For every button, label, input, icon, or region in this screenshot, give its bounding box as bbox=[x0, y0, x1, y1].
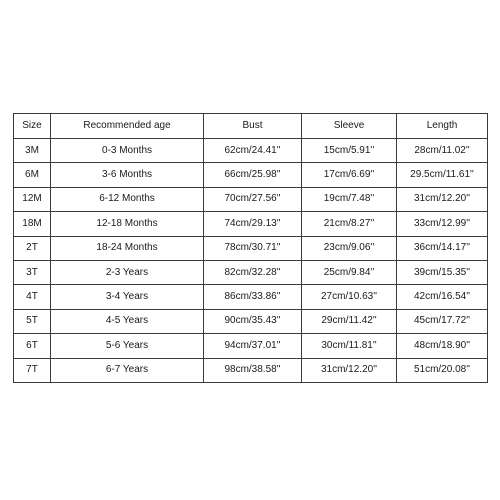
cell-size: 3T bbox=[14, 260, 51, 284]
table-row bbox=[14, 358, 488, 382]
header-recommended-age: Recommended age bbox=[51, 114, 204, 139]
table-row bbox=[14, 236, 488, 260]
cell-length: 45cm/17.72'' bbox=[397, 309, 488, 333]
cell-age: 0-3 Months bbox=[51, 139, 204, 163]
cell-bust: 70cm/27.56'' bbox=[204, 187, 302, 211]
cell-sleeve: 21cm/8.27'' bbox=[302, 212, 397, 236]
cell-length: 48cm/18.90'' bbox=[397, 334, 488, 358]
table-header-row bbox=[14, 114, 488, 139]
cell-bust: 74cm/29.13'' bbox=[204, 212, 302, 236]
header-length: Length bbox=[397, 114, 488, 139]
cell-age: 6-7 Years bbox=[51, 358, 204, 382]
cell-bust: 66cm/25.98'' bbox=[204, 163, 302, 187]
table-row bbox=[14, 212, 488, 236]
cell-length: 29.5cm/11.61'' bbox=[397, 163, 488, 187]
cell-bust: 78cm/30.71'' bbox=[204, 236, 302, 260]
cell-bust: 82cm/32.28'' bbox=[204, 260, 302, 284]
size-chart bbox=[13, 113, 487, 383]
table-row bbox=[14, 285, 488, 309]
header-bust: Bust bbox=[204, 114, 302, 139]
cell-bust: 90cm/35.43'' bbox=[204, 309, 302, 333]
cell-sleeve: 31cm/12.20'' bbox=[302, 358, 397, 382]
cell-age: 6-12 Months bbox=[51, 187, 204, 211]
table-row bbox=[14, 334, 488, 358]
cell-age: 5-6 Years bbox=[51, 334, 204, 358]
cell-size: 4T bbox=[14, 285, 51, 309]
table-row bbox=[14, 139, 488, 163]
cell-sleeve: 29cm/11.42'' bbox=[302, 309, 397, 333]
cell-age: 4-5 Years bbox=[51, 309, 204, 333]
header-size: Size bbox=[14, 114, 51, 139]
cell-age: 12-18 Months bbox=[51, 212, 204, 236]
cell-size: 7T bbox=[14, 358, 51, 382]
cell-size: 18M bbox=[14, 212, 51, 236]
table-row bbox=[14, 309, 488, 333]
cell-sleeve: 17cm/6.69'' bbox=[302, 163, 397, 187]
cell-sleeve: 25cm/9.84'' bbox=[302, 260, 397, 284]
cell-sleeve: 30cm/11.81'' bbox=[302, 334, 397, 358]
cell-length: 51cm/20.08'' bbox=[397, 358, 488, 382]
cell-length: 33cm/12.99'' bbox=[397, 212, 488, 236]
cell-size: 5T bbox=[14, 309, 51, 333]
table-row bbox=[14, 163, 488, 187]
cell-length: 28cm/11.02'' bbox=[397, 139, 488, 163]
cell-bust: 98cm/38.58'' bbox=[204, 358, 302, 382]
cell-sleeve: 27cm/10.63'' bbox=[302, 285, 397, 309]
cell-bust: 94cm/37.01'' bbox=[204, 334, 302, 358]
cell-size: 12M bbox=[14, 187, 51, 211]
cell-size: 6T bbox=[14, 334, 51, 358]
cell-size: 6M bbox=[14, 163, 51, 187]
cell-size: 2T bbox=[14, 236, 51, 260]
cell-sleeve: 23cm/9.06'' bbox=[302, 236, 397, 260]
cell-age: 3-4 Years bbox=[51, 285, 204, 309]
cell-bust: 62cm/24.41'' bbox=[204, 139, 302, 163]
cell-length: 39cm/15.35'' bbox=[397, 260, 488, 284]
table-row bbox=[14, 260, 488, 284]
cell-size: 3M bbox=[14, 139, 51, 163]
cell-age: 18-24 Months bbox=[51, 236, 204, 260]
header-sleeve: Sleeve bbox=[302, 114, 397, 139]
cell-length: 31cm/12.20'' bbox=[397, 187, 488, 211]
cell-age: 2-3 Years bbox=[51, 260, 204, 284]
size-chart-table bbox=[13, 113, 488, 383]
cell-sleeve: 19cm/7.48'' bbox=[302, 187, 397, 211]
cell-age: 3-6 Months bbox=[51, 163, 204, 187]
cell-bust: 86cm/33.86'' bbox=[204, 285, 302, 309]
cell-length: 42cm/16.54'' bbox=[397, 285, 488, 309]
cell-length: 36cm/14.17'' bbox=[397, 236, 488, 260]
table-row bbox=[14, 187, 488, 211]
cell-sleeve: 15cm/5.91'' bbox=[302, 139, 397, 163]
